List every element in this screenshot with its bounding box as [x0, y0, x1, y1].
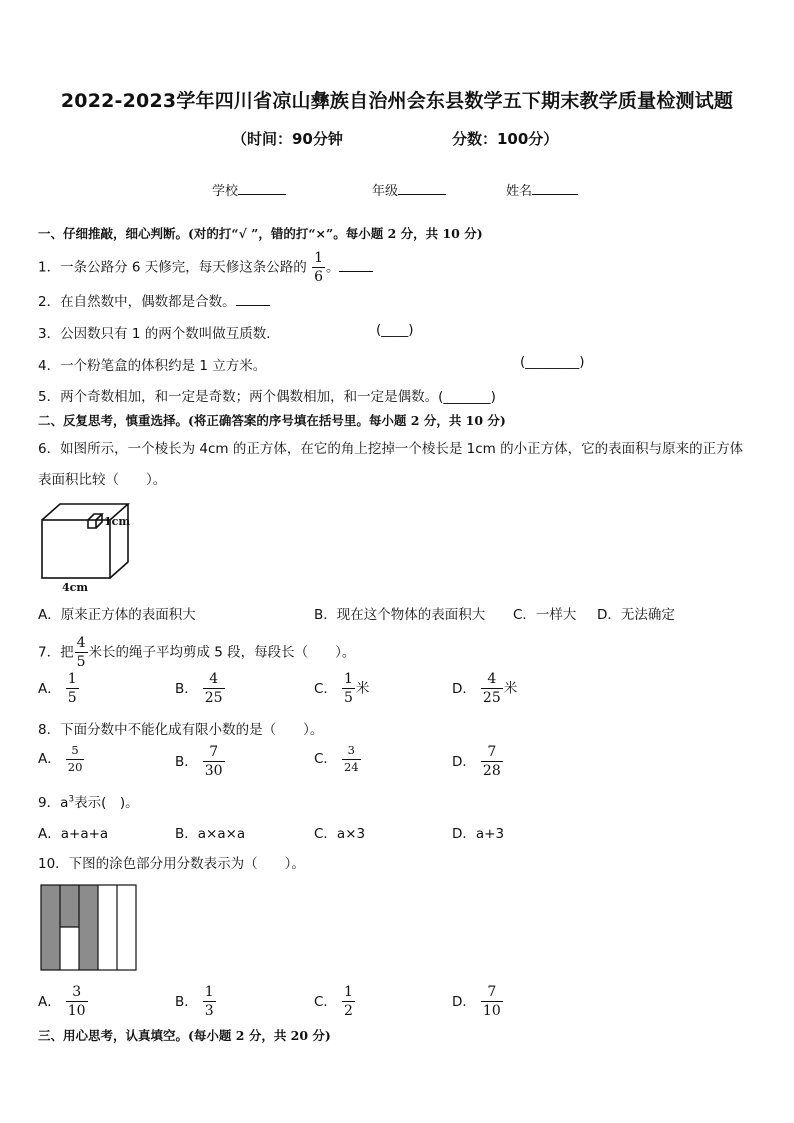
name-blank[interactable] — [532, 180, 578, 195]
question-1 — [38, 251, 373, 284]
school-blank[interactable] — [238, 180, 286, 195]
shaded-rectangle-figure — [40, 884, 138, 972]
question-4-text: 4．一个粉笔盒的体积约是 1 立方米。 — [38, 358, 267, 374]
question-1-fraction: $\frac{1}{6}$ — [314, 250, 323, 285]
question-6-line-2: 表面积比较（ ）。 — [38, 472, 167, 488]
question-5: 5．两个奇数相加，和一定是奇数；两个偶数相加，和一定是偶数。(_______) — [38, 389, 496, 405]
grade-label: 年级 — [372, 184, 399, 199]
question-10-option-c[interactable]: C． $\frac{1}{2}$ — [314, 984, 353, 1019]
question-7 — [38, 636, 355, 669]
small-cube-edge-label: 1cm — [104, 515, 130, 528]
question-7-option-c[interactable]: C． $\frac{1}{5}$ 米 — [314, 671, 370, 706]
question-6-option-d[interactable]: D．无法确定 — [597, 607, 675, 623]
question-3-text: 3．公因数只有 1 的两个数叫做互质数． — [38, 326, 280, 342]
question-8-option-c[interactable]: C． $\frac{3}{24}$ — [314, 743, 359, 774]
cube-edge-label: 4cm — [62, 581, 88, 594]
question-8: 8．下面分数中不能化成有限小数的是（ ）。 — [38, 722, 324, 738]
question-7-option-b[interactable]: B． $\frac{4}{25}$ — [175, 671, 223, 706]
name-label: 姓名 — [506, 184, 533, 199]
question-10: 10．下图的涂色部分用分数表示为（ ）。 — [38, 856, 305, 872]
page-title: 2022-2023学年四川省凉山彝族自治州会东县数学五下期末教学质量检测试题 — [60, 90, 734, 112]
question-2 — [38, 290, 270, 310]
exam-time: （时间：90分钟 — [232, 130, 343, 148]
grade-blank[interactable] — [398, 180, 446, 195]
question-7-option-d[interactable]: D． $\frac{4}{25}$ 米 — [452, 671, 518, 706]
section-3-heading: 三、用心思考，认真填空。(每小题 2 分，共 20 分) — [38, 1028, 331, 1043]
question-9-option-a[interactable]: A．a+a+a — [38, 826, 109, 842]
question-10-option-d[interactable]: D． $\frac{7}{10}$ — [452, 984, 501, 1019]
question-6-option-a[interactable]: A．原来正方体的表面积大 — [38, 607, 196, 623]
cube-figure — [36, 500, 136, 594]
question-9: 9．$a^3$表示( )。 — [38, 794, 139, 811]
question-9-option-d[interactable]: D．a+3 — [452, 826, 505, 842]
question-7-prefix: 7．把 — [38, 644, 74, 661]
school-label: 学校 — [212, 184, 239, 199]
question-6-option-c[interactable]: C．一样大 — [513, 607, 577, 623]
question-7-text: 米长的绳子平均剪成 5 段，每段长（ ）。 — [88, 644, 356, 661]
question-9-option-b[interactable]: B．a×a×a — [175, 826, 246, 842]
question-6-option-b[interactable]: B．现在这个物体的表面积大 — [314, 607, 486, 623]
section-2-heading: 二、反复思考，慎重选择。(将正确答案的序号填在括号里。每小题 2 分，共 10 分) — [38, 413, 506, 428]
question-8-option-a[interactable]: A． $\frac{5}{20}$ — [38, 743, 83, 774]
question-3-answer-bracket[interactable]: (____) — [376, 322, 414, 338]
question-8-option-b[interactable]: B． $\frac{7}{30}$ — [175, 744, 223, 779]
question-10-option-b[interactable]: B． $\frac{1}{3}$ — [175, 984, 214, 1019]
name-field[interactable] — [506, 180, 578, 199]
question-1-suffix: 。 — [325, 259, 340, 276]
question-2-text: 2．在自然数中，偶数都是合数。 — [38, 294, 236, 310]
question-1-text: 1．一条公路分 6 天修完，每天修这条公路的 — [38, 259, 307, 276]
exam-score: 分数：100分） — [452, 130, 559, 148]
question-6-line-1: 6．如图所示，一个棱长为 4cm 的正方体，在它的角上挖掉一个棱长是 1cm 的小正方体，它的表面积与原来的正方体 — [38, 441, 744, 457]
question-1-answer-blank[interactable] — [339, 257, 373, 272]
question-9-option-c[interactable]: C．a×3 — [314, 826, 366, 842]
school-field[interactable] — [212, 180, 286, 199]
question-7-fraction: $\frac{4}{5}$ — [76, 635, 86, 670]
question-2-answer-blank[interactable] — [236, 291, 270, 306]
question-7-option-a[interactable]: A． $\frac{1}{5}$ — [38, 671, 77, 706]
question-4-answer-bracket[interactable]: (________) — [520, 354, 585, 370]
question-10-option-a[interactable]: A． $\frac{3}{10}$ — [38, 984, 86, 1019]
question-8-option-d[interactable]: D． $\frac{7}{28}$ — [452, 744, 501, 779]
grade-field[interactable] — [372, 180, 446, 199]
section-1-heading: 一、仔细推敲，细心判断。(对的打“√ ”，错的打“×”。每小题 2 分，共 10 分) — [38, 226, 483, 241]
